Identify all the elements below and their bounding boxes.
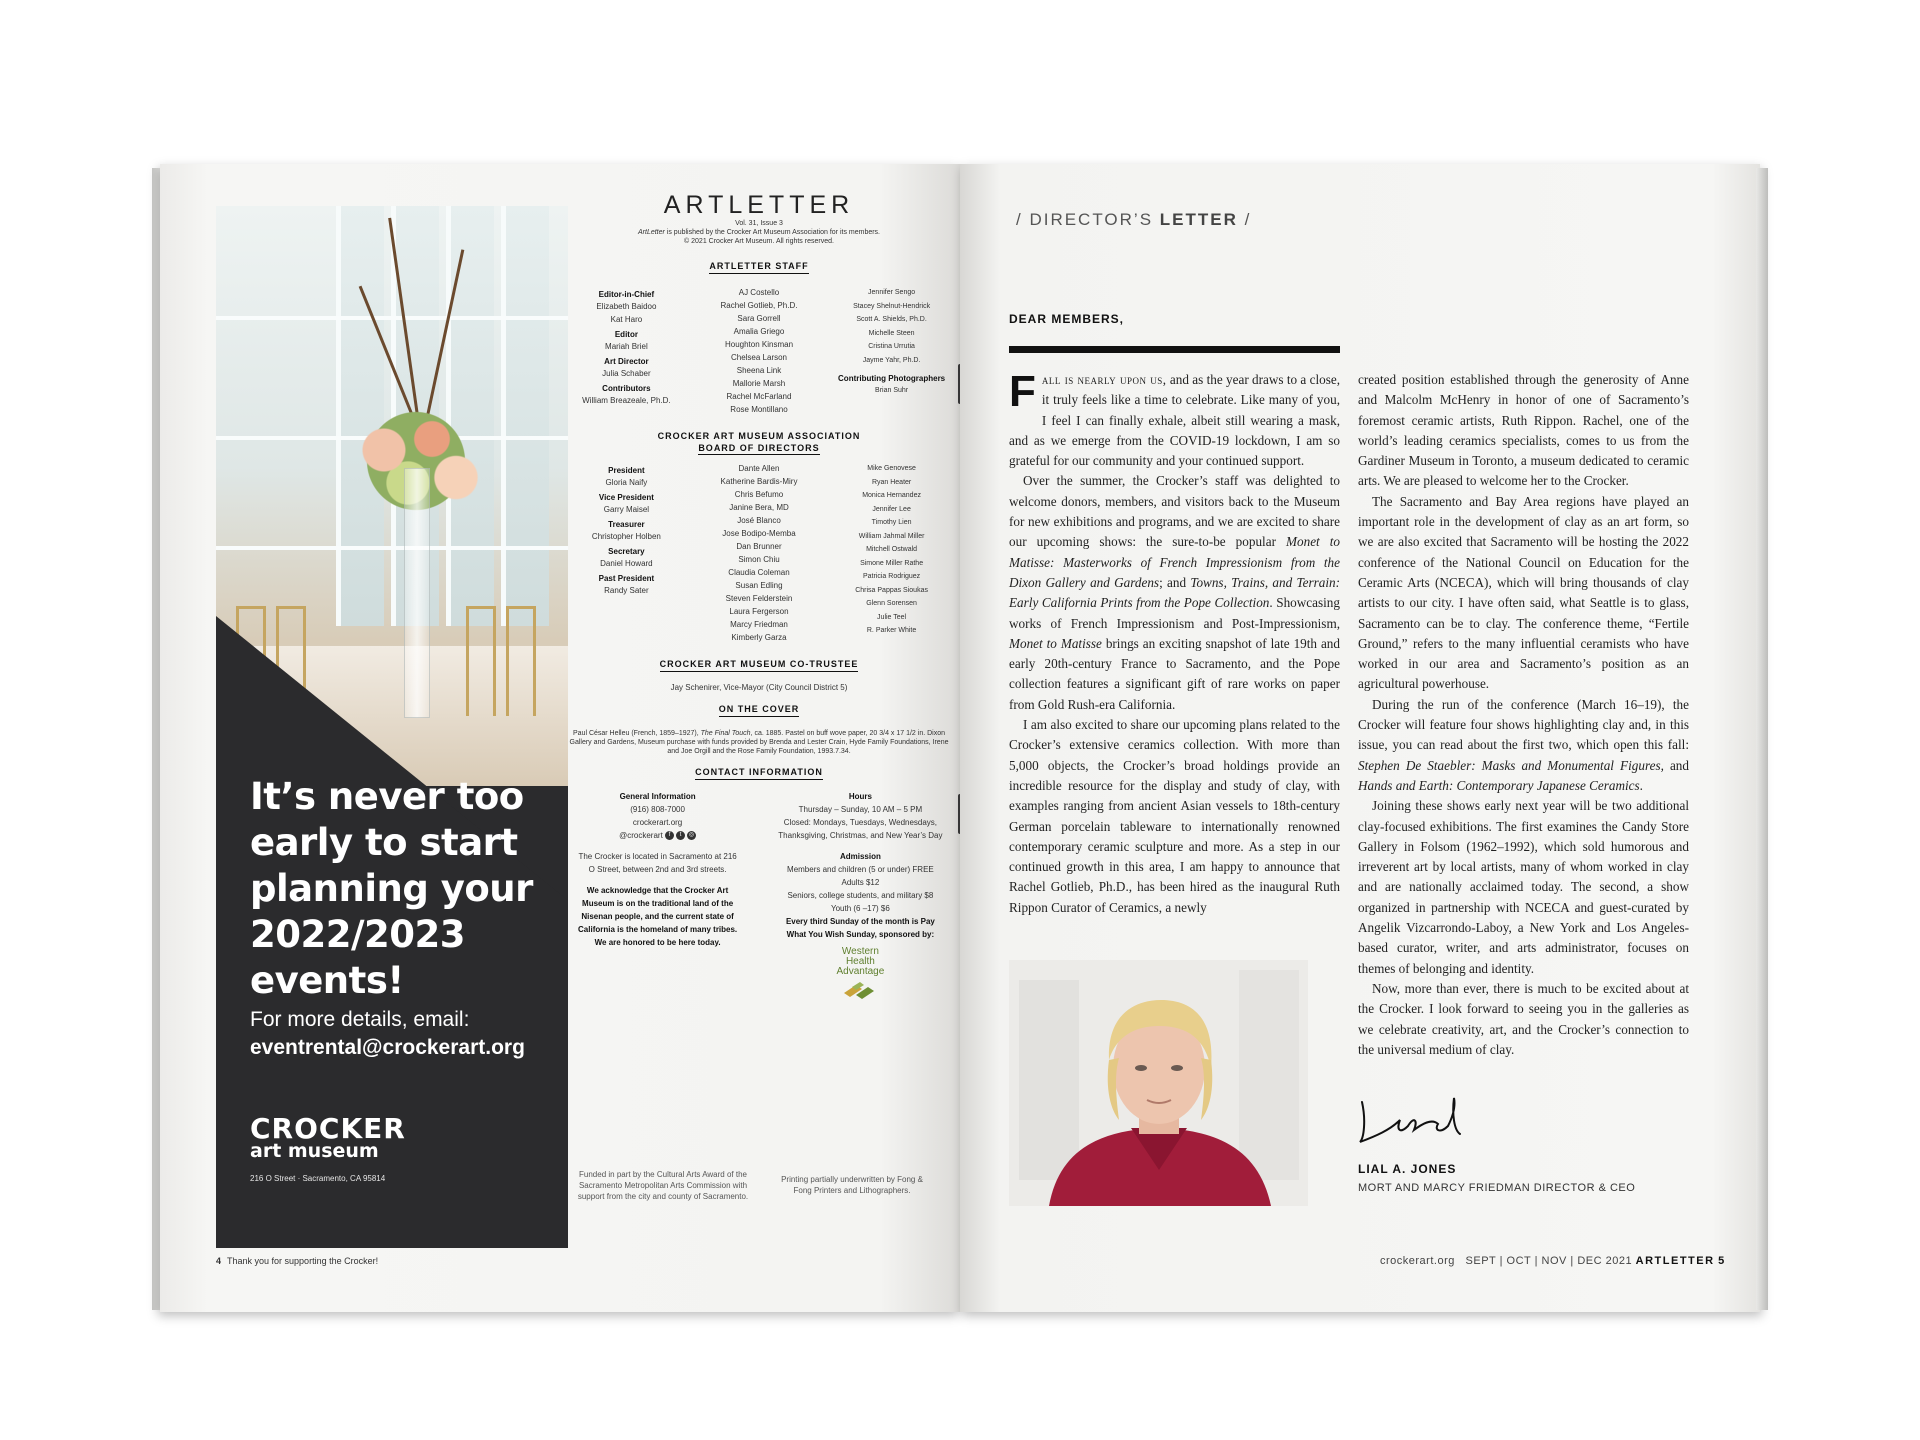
- staff-name: Scott A. Shields, Ph.D.: [856, 316, 927, 323]
- twitter-icon[interactable]: t: [676, 831, 685, 840]
- board-member-name: Chris Befumo: [734, 490, 784, 499]
- phone[interactable]: (916) 808-7000: [630, 805, 685, 814]
- ad-email-link[interactable]: eventrental@crockerart.org: [250, 1036, 525, 1059]
- land-acknowledgment: We acknowledge that the Crocker Art Museum is on the traditional land of the Nisenan people, and the current state of California is the homeland of many tribes. We are honored to be here today.: [578, 886, 738, 947]
- page-edge: [1756, 168, 1768, 1310]
- photographer-name: Brian Suhr: [875, 387, 909, 394]
- closed-days: Closed: Mondays, Tuesdays, Wednesdays, Thanksgiving, Christmas, and New Year’s Day: [778, 818, 943, 840]
- section-kicker: / DIRECTOR’S LETTER /: [1016, 210, 1252, 229]
- printing-note: Printing partially underwritten by Fong & Fong Printers and Lithographers.: [781, 1175, 923, 1195]
- ad-more-details: For more details, email:: [250, 1008, 470, 1031]
- cover-credit: Paul César Helleu (French, 1859–1927), The Final Touch, ca. 1885. Pastel on buff wove paper, 20 3/4 x 17 1/2 in. Dixon Gallery and Gardens, Museum purchase with funds provided by Brenda and Lester Crain, Hyde Family Foundations, Irene and Joe Orgill and the Rose Family Foundation, 1993.7.34.: [569, 730, 949, 755]
- left-page: [160, 164, 960, 1312]
- staff-role-label: Contributors: [602, 384, 651, 393]
- staff-name: Sara Gorrell: [737, 314, 781, 323]
- board-officer-name: Gloria Naify: [605, 478, 648, 487]
- director-portrait: [1009, 960, 1308, 1206]
- staff-name: AJ Costello: [738, 288, 780, 297]
- letter-column-2: created position established through the generosity of Anne and Malcolm McHenry in honor of one of Sacramento’s foremost ceramic artists, Ruth Rippon. Rachel, one of the world’s leading ceramics specialists, comes to us from the Gardiner Museum in Toronto, a museum dedicated to ceramic arts. We are pleased to welcome her to the Crocker. The Sacramento and Bay Area regions have played an important role in the development of clay as an art form, so we are also excited that Sacramento will be hosting the 2022 conference of the National Council on Education for the Ceramic Arts (NCECA), which will bring thousands of clay artists to our city. I have often said, what Seattle is to glass, Sacramento can be to clay. The conference theme, “Fertile Ground,” refers to the many influential ceramists who have worked in our area and Sacramento’s position as an agricultural powerhouse. During the run of the conference (March 16–19), the Crocker will feature four shows highlighting clay and, in this issue, you can read about the first two, which open this fall: Stephen De Staebler: Masks and Monumental Figures, and Hands and Earth: Contemporary Japanese Ceramics. Joining these shows early next year will be two additional clay-focused exhibitions. The first examines the Candy Store Gallery in Folsom (1962–1992), which sold humorous and irreverent art by local artists, many of whom worked in clay and are nationally acclaimed today. The second, a show organized in partnership with NCECA and guest-curated by Angelik Vizcarrondo-Laboy, a New York and Los Angeles-based curator, writer, and arts administrator, focuses on themes of belonging and identity. Now, more than ever, there is much to be excited about at the Crocker. I look forward to seeing you in the galleries as we celebrate creativity, art, and the Crocker’s connection to the universal medium of clay.: [1358, 372, 1689, 1057]
- cover-heading: ON THE COVER: [719, 703, 800, 717]
- sponsor-logo: Western Health Advantage: [767, 947, 954, 1004]
- board-member-name: José Blanco: [737, 516, 781, 525]
- board-member-name: Patricia Rodriguez: [862, 573, 921, 580]
- board-member-name: Simone Miller Rathe: [860, 559, 924, 567]
- masthead: ARTLETTER Vol. 31, Issue 3 ArtLetter is published by the Crocker Art Museum Association for its members. © 2021 Crocker Art Museum. All rights reserved. ARTLETTER STAFF Editor-in-Chief Elizabeth Baidoo Kat Haro Editor Mariah Briel Art Director Julia Schaber Contributors William Breazeale, Ph.D. AJ Costello Rachel Gotlieb, Ph.D. Sara Gorrell Amalia Griego Houghton Kinsman Chelsea Larson Sheena Link Mallorie Marsh Rachel McFarland Rose Montillano Jennifer Sengo Stacey Shelnut-Hendrick Scott A. Shields, Ph.D. Michelle Steen Cristina Urrutia Jayme Yahr, Ph.D. Contributing Photographers Brian Suhr CROCKER ART MUSEUM ASSOCIATION BOARD OF DIRECTORS President Gloria Naify Vice President Garry Maisel Treasurer Christopher Holben Secretary Daniel Howard Past President Randy Sater Dante Allen Katherine Bardis-Miry Chris Befumo Janine Bera, MD José Blanco Jose Bodipo-Memba Dan Brunner Simon Chiu Claudia Coleman Susan Edling Steven Felderstein Laura Fergerson Marcy Friedman Kimberly Garza Mike Genovese Ryan Heater Monica Hernandez Jennifer Lee Timothy Lien William Jahmal Miller Mitchell Ostwald Simone Miller Rathe Patricia Rodriguez Chrisa Pappas Sioukas Glenn Sorensen Julie Teel R. Parker White CROCKER ART MUSEUM CO-TRUSTEE Jay Schenirer, Vice-Mayor (City Council District 5) ON THE COVER Paul César Helleu (French, 1859–1927), The Final Touch, ca. 1885. Pastel on buff wove paper, 20 3/4 x 17 1/2 in. Dixon Gallery and Gardens, Museum purchase with funds provided by Brenda and Lester Crain, Hyde Family Foundations, Irene and Joe Orgill and the Rose Family Foundation, 1993.7.34. CONTACT INFORMATION General Information (916) 808-7000 crockerart.org @crockerart f t ◎ The Crocker is located in Sacramento at 216 O Street, between 2nd and 3rd streets. We acknowledge that the Crocker Art Museum is on the traditional land of the Nisenan people, and the current state of California is the homeland of many tribes. We are honored to be here today. Hours Thursday – Sunday, 10 AM – 5 PM Closed: Mondays, Tuesdays, Wednesdays, Thanksgiving, Christmas, and New Year’s Day Admission Members and children (5 or under) FREE Adults $12 Seniors, college students, and military $8 Youth (6 –17) $6 Every third Sunday of the month is Pay What You Wish Sunday, sponsored by: Western Health Advantage: [564, 200, 954, 1004]
- board-member-name: Dan Brunner: [736, 542, 782, 551]
- pay-what-you-wish: Every third Sunday of the month is Pay What You Wish Sunday, sponsored by:: [785, 917, 935, 939]
- contact-info: General Information (916) 808-7000 crockerart.org @crockerart f t ◎ The Crocker is located in Sacramento at 216 O Street, between 2nd and 3rd streets. We acknowledge that the Crocker Art Museum is on the traditional land of the Nisenan people, and the current state of California is the homeland of many tribes. We are honored to be here today. Hours Thursday – Sunday, 10 AM – 5 PM Closed: Mondays, Tuesdays, Wednesdays, Thanksgiving, Christmas, and New Year’s Day Admission Members and children (5 or under) FREE Adults $12 Seniors, college students, and military $8 Youth (6 –17) $6 Every third Sunday of the month is Pay What You Wish Sunday, sponsored by: Western Health Advantage: [564, 790, 954, 1004]
- board-member-name: Marcy Friedman: [730, 620, 788, 629]
- page-number: 5: [1718, 1255, 1726, 1267]
- staff-name: Michelle Steen: [868, 329, 915, 337]
- cotrustee-heading: CROCKER ART MUSEUM CO-TRUSTEE: [660, 658, 859, 672]
- staff-list: [564, 286, 954, 416]
- left-footer: 4 Thank you for supporting the Crocker!: [216, 1256, 379, 1266]
- staff-name: Rachel McFarland: [726, 392, 792, 401]
- staff-name: Houghton Kinsman: [724, 340, 794, 349]
- staff-name: Sheena Link: [736, 366, 782, 375]
- board-office-label: Secretary: [608, 547, 645, 556]
- staff-name: Mariah Briel: [605, 342, 648, 351]
- cotrustee: Jay Schenirer, Vice-Mayor (City Council District 5): [670, 683, 848, 692]
- board-member-name: Timothy Lien: [871, 519, 912, 526]
- ad-headline: It’s never too early to start planning your 2022/2023 events!: [250, 775, 533, 1002]
- board-member-name: Katherine Bardis-Miry: [720, 477, 798, 486]
- staff-name: Julia Schaber: [602, 369, 651, 378]
- location: The Crocker is located in Sacramento at 216 O Street, between 2nd and 3rd streets.: [578, 852, 737, 874]
- board-heading: CROCKER ART MUSEUM ASSOCIATION BOARD OF DIRECTORS: [657, 431, 861, 453]
- board-member-name: Kimberly Garza: [731, 633, 787, 642]
- signer-title: MORT AND MARCY FRIEDMAN DIRECTOR & CEO: [1358, 1182, 1636, 1194]
- photographers-label: Contributing Photographers: [838, 374, 946, 383]
- hours: Thursday – Sunday, 10 AM – 5 PM: [798, 805, 923, 814]
- staff-name: William Breazeale, Ph.D.: [582, 396, 671, 405]
- staff-role-label: Art Director: [604, 357, 649, 366]
- staff-name: Chelsea Larson: [730, 353, 788, 362]
- board-office-label: Treasurer: [608, 520, 645, 529]
- letter-column-1: Fall is nearly upon us, and as the year draws to a close, it truly feels like a time to celebrate. Like many of you, I feel I can finally exhale, albeit still wearing a mask, and as we emerge from the COVID-19 lockdown, I am so grateful for our community and your continued support. Over the summer, the Crocker’s staff was delighted to welcome donors, members, and visitors back to the Museum for new exhibitions and programs, and we are excited to share our upcoming shows: the sure-to-be popular Monet to Matisse: Masterworks of French Impressionism from the Dixon Gallery and Gardens; and Towns, Trains, and Terrain: Early California Prints from the Pope Collection. Showcasing works of French Impressionism and Post-Impressionism, Monet to Matisse brings an exciting snapshot of late 19th and early 20th-century France to Sacramento, and the Pope collection features a significant gift of rare works on paper from Gold Rush-era California. I am also excited to share our upcoming plans related to the Crocker’s extensive ceramics collection. With more than 5,000 objects, the Crocker’s broad holdings provide an incredible resource for the display and study of clay, with examples ranging from ancient Asian vessels to 18th-century German porcelain tableware to internationally renowned contemporary ceramic sculpture and more. As a step in our continued growth in this area, I am happy to announce that Rachel Gotlieb, Ph.D., has been hired as the inaugural Ruth Rippon Curator of Ceramics, a newly: [1009, 367, 1341, 915]
- board-list: [564, 462, 954, 644]
- board-officer-name: Daniel Howard: [600, 559, 653, 568]
- event-rental-ad: [216, 206, 568, 1248]
- crocker-logo-subtitle: art museum: [250, 1140, 379, 1162]
- social-handle[interactable]: @crockerart: [619, 831, 663, 840]
- board-member-name: Susan Edling: [735, 581, 783, 590]
- page-number: 4: [216, 1256, 222, 1266]
- board-officer-name: Randy Sater: [604, 586, 649, 595]
- staff-name: Rachel Gotlieb, Ph.D.: [720, 301, 798, 310]
- salutation: DEAR MEMBERS,: [1009, 312, 1125, 326]
- instagram-icon[interactable]: ◎: [688, 832, 695, 839]
- footer-site-link[interactable]: crockerart.org: [1380, 1255, 1455, 1267]
- heading-rule: [1009, 346, 1340, 353]
- staff-name: Rose Montillano: [730, 405, 788, 414]
- masthead-title: ARTLETTER: [663, 191, 855, 219]
- board-member-name: Laura Fergerson: [729, 607, 789, 616]
- board-member-name: Glenn Sorensen: [866, 600, 917, 607]
- board-member-name: Mitchell Ostwald: [866, 546, 918, 553]
- signer-name: LIAL A. JONES: [1358, 1162, 1457, 1176]
- board-member-name: Dante Allen: [738, 464, 780, 473]
- board-office-label: Past President: [598, 574, 655, 583]
- staff-name: Amalia Griego: [733, 327, 785, 336]
- staff-role-label: Editor-in-Chief: [598, 290, 655, 299]
- board-office-label: Vice President: [598, 493, 654, 502]
- staff-name: Cristina Urrutia: [868, 343, 915, 350]
- staff-role-label: Editor: [614, 330, 638, 339]
- board-office-label: President: [608, 466, 645, 475]
- board-member-name: William Jahmal Miller: [858, 532, 925, 540]
- sponsor-mark-icon: [840, 979, 880, 1001]
- signature: [1356, 1090, 1466, 1146]
- board-member-name: Simon Chiu: [738, 555, 780, 564]
- board-member-name: Jose Bodipo-Memba: [722, 529, 796, 538]
- funding-note: Funded in part by the Cultural Arts Award of the Sacramento Metropolitan Arts Commission with support from the city and county of Sacramento.: [577, 1170, 749, 1201]
- staff-name: Kat Haro: [610, 315, 643, 324]
- drop-cap: F: [1009, 367, 1036, 416]
- board-member-name: Jennifer Lee: [872, 505, 911, 513]
- staff-heading: ARTLETTER STAFF: [709, 260, 808, 274]
- contact-heading: CONTACT INFORMATION: [695, 766, 823, 780]
- right-footer: crockerart.org SEPT | OCT | NOV | DEC 2021 ARTLETTER 5: [1380, 1255, 1726, 1267]
- board-member-name: R. Parker White: [866, 627, 917, 634]
- staff-name: Jayme Yahr, Ph.D.: [862, 356, 921, 364]
- crocker-logo: CROCKER: [250, 1112, 406, 1145]
- volume: Vol. 31, Issue 3: [735, 220, 783, 227]
- board-officer-name: Christopher Holben: [591, 532, 661, 541]
- copyright: © 2021 Crocker Art Museum. All rights reserved.: [684, 238, 834, 245]
- staff-name: Elizabeth Baidoo: [596, 302, 657, 311]
- ad-address: 216 O Street · Sacramento, CA 95814: [250, 1174, 386, 1183]
- staff-name: Mallorie Marsh: [732, 379, 786, 388]
- board-officer-name: Garry Maisel: [603, 505, 650, 514]
- board-member-name: Steven Felderstein: [725, 594, 793, 603]
- staff-name: Stacey Shelnut-Hendrick: [853, 302, 931, 310]
- facebook-icon[interactable]: f: [665, 831, 674, 840]
- board-member-name: Chrisa Pappas Sioukas: [855, 586, 928, 594]
- website-link[interactable]: crockerart.org: [632, 818, 683, 827]
- board-member-name: Claudia Coleman: [728, 568, 790, 577]
- staff-name: Jennifer Sengo: [868, 289, 916, 296]
- board-member-name: Mike Genovese: [867, 465, 916, 472]
- board-member-name: Janine Bera, MD: [729, 503, 789, 512]
- board-member-name: Julie Teel: [877, 613, 907, 621]
- board-member-name: Ryan Heater: [871, 478, 912, 486]
- board-member-name: Monica Hernandez: [862, 492, 921, 499]
